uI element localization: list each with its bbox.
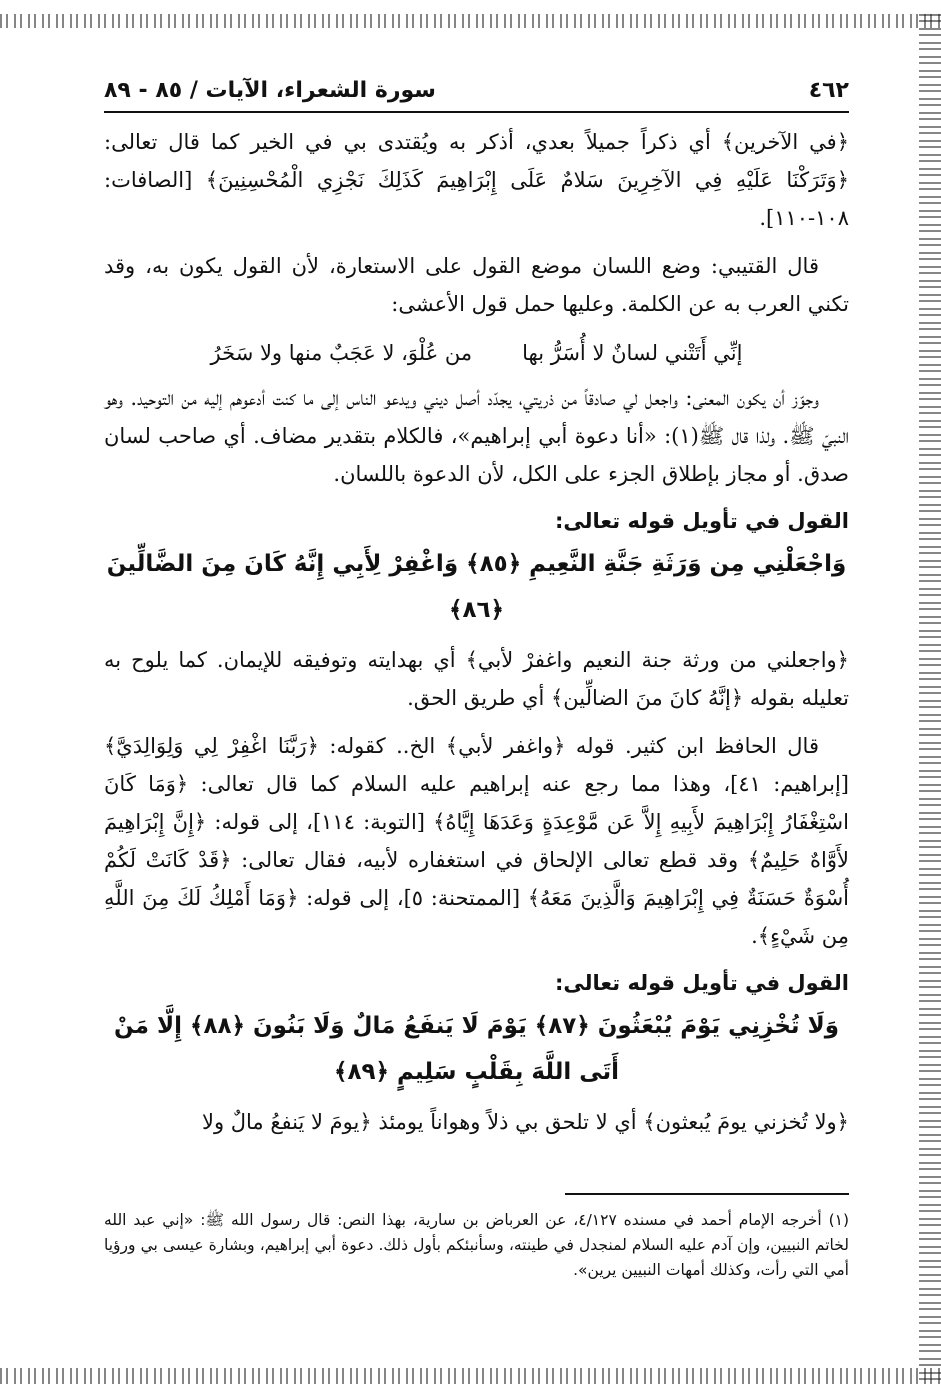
quran-verse-1: وَاجْعَلْنِي مِن وَرَثَةِ جَنَّةِ النَّعِيمِ ﴿٨٥﴾ وَاغْفِرْ لِأَبِي إِنَّهُ كَانَ مِنَ الضَّالِّينَ ﴿٨٦﴾: [106, 551, 847, 623]
running-title: سورة الشعراء، الآيات / ٨٥ - ٨٩: [104, 78, 436, 103]
footnote-separator: [565, 1193, 849, 1195]
paragraph-2: قال القتيبي: وضع اللسان موضع القول على الاستعارة، لأن القول يكون به، وقد تكني العرب به عن الكلمة. وعليها حمل قول الأعشى:: [104, 254, 849, 316]
section-heading-2: القول في تأويل قوله تعالى:: [555, 971, 849, 995]
footnote-1: (١) أخرجه الإمام أحمد في مسنده ٤/١٢٧، عن العرباض بن سارية، بهذا النص: قال رسول الله ﷺ: «إني عبد الله لخاتم النبيين، وإن آدم عليه السلام لمنجدل في طينته، وسأنبئكم بأول ذلك. دعوة أبي إبراهيم، وبشارة عيسى بي ورؤيا أمي التي رأت، وكذلك أمهات النبيين يرين».: [104, 1211, 850, 1279]
paragraph-6: ﴿ولا تُخزني يومَ يُبعثون﴾ أي لا تلحق بي ذلاً وهواناً يومئذ ﴿يومَ لا يَنفعُ مالٌ ولا: [201, 1110, 849, 1134]
paragraph-1: ﴿في الآخرين﴾ أي ذكراً جميلاً بعدي، أذكر به ويُقتدى بي في الخير كما قال تعالى: ﴿وَتَرَكْنَا عَلَيْهِ فِي الآخِرِينَ سَلامٌ عَلَى إِبْرَاهِيمَ كَذَلِكَ نَجْزِي الْمُحْسِنِينَ﴾ [الصافات: ١٠٨-١١٠].: [104, 130, 849, 230]
page-header: [104, 78, 849, 113]
poetry-verse: [104, 333, 849, 373]
page-number: ٤٦٢: [808, 78, 849, 103]
page-border-top: [0, 14, 941, 28]
page-border-right: [919, 14, 941, 1384]
section-heading-1: القول في تأويل قوله تعالى:: [555, 509, 849, 533]
paragraph-5: قال الحافظ ابن كثير. قوله ﴿واغفر لأبي﴾ الخ.. كقوله: ﴿رَبَّنَا اغْفِرْ لِي وَلِوَالِدَيَّ﴾ [إبراهيم: ٤١]، وهذا مما رجع عنه إبراهيم عليه السلام كما قال تعالى: ﴿وَمَا كَانَ اسْتِغْفَارُ إِبْرَاهِيمَ لأَبِيهِ إِلاَّ عَن مَّوْعِدَةٍ وَعَدَهَا إِيَّاهُ﴾ [التوبة: ١١٤]، إلى قوله: ﴿إِنَّ إِبْرَاهِيمَ لأَوَّاهٌ حَلِيمٌ﴾ وقد قطع تعالى الإلحاق في استغفاره لأبيه، فقال تعالى: ﴿قَدْ كَانَتْ لَكُمْ أُسْوَةٌ حَسَنَةٌ فِي إِبْرَاهِيمَ وَالَّذِينَ مَعَهُ﴾ [الممتحنة: ٥]، إلى قوله: ﴿وَمَا أَمْلِكُ لَكَ مِنَ اللَّهِ مِن شَيْءٍ﴾.: [104, 734, 850, 948]
paragraph-4: ﴿واجعلني من ورثة جنة النعيم واغفرْ لأبي﴾ أي بهدايته وتوفيقه للإيمان. كما يلوح به تعليله بقوله ﴿إنَّهُ كانَ منَ الضالِّين﴾ أي طريق الحق.: [104, 648, 849, 710]
verse-first-hemistich: إنِّي أَتَتْني لسانٌ لا أُسَرُّ بها: [522, 341, 743, 365]
paragraph-3: وجوّز أن يكون المعنى: واجعل لي صادقاً من ذريتي، يجدّد أصل ديني ويدعو الناس إلى ما كنت أدعوهم إليه من التوحيد. وهو النبيّ ﷺ. ولذا قال ﷺ(١): «أنا دعوة أبي إبراهيم»، فالكلام بتقدير مضاف. أي صاحب لسان صدق. أو مجاز بإطلاق الجزء على الكل، لأن الدعوة باللسان.: [104, 386, 850, 486]
verse-second-hemistich: من عُلْوَ، لا عَجَبٌ منها ولا سَخَرُ: [210, 341, 473, 365]
quran-verse-2: وَلَا تُخْزِنِي يَوْمَ يُبْعَثُونَ ﴿٨٧﴾ يَوْمَ لَا يَنفَعُ مَالٌ وَلَا بَنُونَ ﴿٨٨﴾ إِلَّا مَنْ أَتَى اللَّهَ بِقَلْبٍ سَلِيمٍ ﴿٨٩﴾: [114, 1013, 839, 1085]
page-border-bottom: [0, 1368, 941, 1384]
footnotes: [104, 1208, 849, 1283]
page-content: [104, 78, 849, 1151]
